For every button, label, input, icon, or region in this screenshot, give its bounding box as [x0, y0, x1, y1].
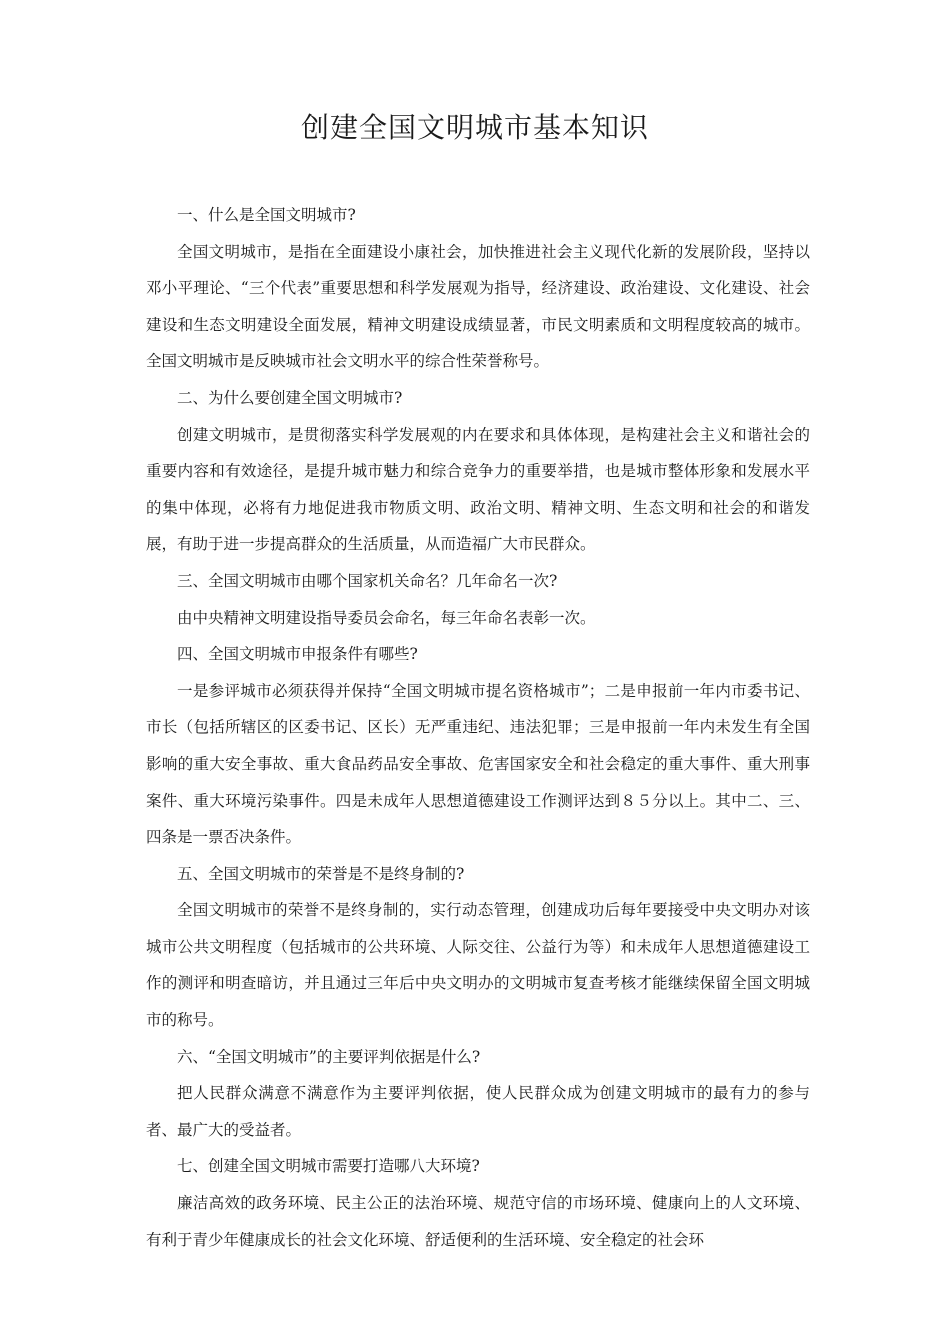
answer-4: 一是参评城市必须获得并保持“全国文明城市提名资格城市”；二是申报前一年内市委书记、市长（包括所辖区的区委书记、区长）无严重违纪、违法犯罪；三是申报前一年内未发生有全国影响的重大安全事故、重大食品药品安全事故、危害国家安全和社会稳定的重大事件、重大刑事案件、重大环境污染事件。四是未成年人思想道德建设工作测评达到８５分以上。其中二、三、四条是一票否决条件。 [146, 681, 810, 847]
answer-3: 由中央精神文明建设指导委员会命名，每三年命名表彰一次。 [177, 608, 596, 627]
question-1: 一、什么是全国文明城市? [177, 206, 356, 224]
answer-5: 全国文明城市的荣誉不是终身制的，实行动态管理，创建成功后每年要接受中央文明办对该城市公共文明程度（包括城市的公共环境、人际交往、公益行为等）和未成年人思想道德建设工作的测评和明查暗访，并且通过三年后中央文明办的文明城市复查考核才能继续保留全国文明城市的称号。 [146, 901, 810, 1030]
question-6: 六、“全国文明城市”的主要评判依据是什么? [177, 1047, 481, 1066]
question-4: 四、全国文明城市申报条件有哪些? [177, 645, 418, 664]
question-7: 七、创建全国文明城市需要打造哪八大环境? [177, 1157, 480, 1176]
document-title: 创建全国文明城市基本知识 [300, 111, 649, 144]
question-2: 二、为什么要创建全国文明城市? [177, 388, 403, 407]
answer-7: 廉洁高效的政务环境、民主公正的法治环境、规范守信的市场环境、健康向上的人文环境、有利于青少年健康成长的社会文化环境、舒适便利的生活环境、安全稳定的社会环 [146, 1194, 810, 1249]
document-body [146, 197, 810, 1258]
question-3: 三、全国文明城市由哪个国家机关命名？几年命名一次? [177, 571, 558, 590]
answer-2: 创建文明城市，是贯彻落实科学发展观的内在要求和具体体现，是构建社会主义和谐社会的重要内容和有效途径，是提升城市魅力和综合竞争力的重要举措，也是城市整体形象和发展水平的集中体现，必将有力地促进我市物质文明、政治文明、精神文明、生态文明和社会的和谐发展，有助于进一步提高群众的生活质量，从而造福广大市民群众。 [146, 425, 810, 554]
answer-1: 全国文明城市，是指在全面建设小康社会，加快推进社会主义现代化新的发展阶段，坚持以邓小平理论、“三个代表”重要思想和科学发展观为指导，经济建设、政治建设、文化建设、社会建设和生态文明建设全面发展，精神文明建设成绩显著，市民文明素质和文明程度较高的城市。全国文明城市是反映城市社会文明水平的综合性荣誉称号。 [146, 242, 810, 371]
answer-6: 把人民群众满意不满意作为主要评判依据，使人民群众成为创建文明城市的最有力的参与者、最广大的受益者。 [146, 1084, 810, 1139]
question-5: 五、全国文明城市的荣誉是不是终身制的? [177, 864, 465, 883]
